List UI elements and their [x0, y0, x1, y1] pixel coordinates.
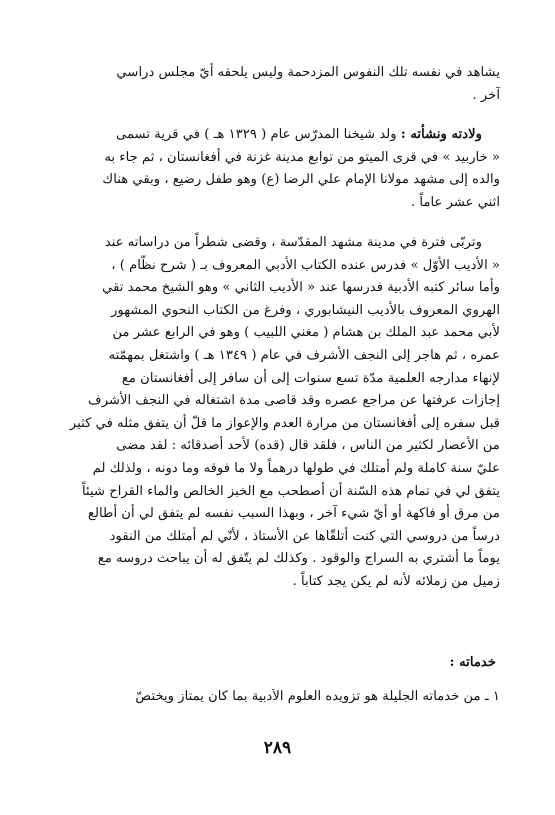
text-line: اثني عشر عاماً . [411, 194, 500, 210]
text-line: لإنهاء مدارجه العلمية مدّة تسع سنوات إلى أن سافر إلى أفغانستان مع [121, 370, 500, 386]
text-line: درساً من دروسي التي كنت أتلقّاها عن الأستاذ ، لأنّي لم أمتلك من النقود [109, 528, 500, 544]
paragraph-birth-upbringing [58, 124, 500, 214]
service-item-1: ١ ـ من خدماته الجليلة هو تزويده العلوم الأدبية بما كان يمتاز ويختصّ [135, 689, 500, 704]
text-line: لأبي محمد عبد الملك بن هشام ( مغني اللبيب ) وهو في الرابع عشر من [112, 325, 500, 341]
text-line: عمره ، ثم هاجر إلى النجف الأشرف في عام ( ١٣٤٩ هـ ) واشتغل بمهمّته [108, 347, 500, 363]
text-line: وتربّى فترة في مدينة مشهد المقدّسة ، وقضى شطراً من دراساته عند [104, 235, 482, 250]
text-line: يتفق لي في تمام هذه السّنة أن أصطحب مع الخبز الخالص والماء القراح شيئاً [81, 483, 500, 499]
paragraph-education [58, 232, 500, 594]
text-line: يشاهد في نفسه تلك النفوس المزدحمة وليس يلحقه أيّ مجلس دراسي [116, 65, 500, 80]
text-line: قبل سفره إلى أفغانستان من مرارة العدم والإعواز ما قلّ أن يتفق مثله في كثير [69, 415, 500, 431]
page-number: ٢٨٩ [263, 738, 292, 758]
text-line [58, 124, 500, 147]
text-line: « الأديب الأوّل » فدرس عنده الكتاب الأدبي المعروف بـ ( شرح نظّام ) ، [111, 257, 500, 273]
text-line: وأما سائر كتبه الأدبية فدرسها عند « الأديب الثاني » وهو الشيخ محمد تقي [102, 280, 500, 296]
text-line: إجازات عرفتها عن مراجع عصره وقد قاصى مدة اشتغاله في النجف الأشرف [88, 393, 500, 409]
text-line: من مرق أو فاكهة أو أيّ شيء آخر ، وبهذا السبب نفسه لم يتفق لي أن أطالع [87, 506, 500, 522]
section-heading-services: خدماته : [449, 655, 496, 670]
paragraph-continuation [58, 62, 500, 107]
text-line: الهروي المعروف بالأديب النيشابوري ، وفرغ من الكتاب النحوي المشهور [111, 302, 500, 318]
section-heading-birth: ولادته ونشأته : [400, 127, 482, 142]
text-line: عليّ سنة كاملة ولم أمتلك في طولها درهماً ولا ما فوقه وما دونه ، ولذلك لم [92, 460, 500, 476]
text-line: من الأعصار لكثير من الناس ، فلقد قال (قده) لأحد أصدقائه : لقد مضى [116, 438, 500, 454]
text-fragment: ولد شيخنا المدرّس عام ( ١٣٢٩ هـ ) في قرية تسمى [116, 127, 397, 142]
text-line: والده إلى مشهد مولانا الإمام علي الرضا (ع) وهو طفل رضيع ، وبقي هناك [102, 172, 500, 188]
text-line: « خاربيد » في قرى الميتو من توابع مدينة غزنة في أفغانستان ، ثم جاء به [104, 149, 500, 165]
text-line: آخر . [472, 87, 500, 103]
text-line: زميل من زملائه لأنه لم يكن يجد كتاباً . [292, 573, 500, 589]
text-line: يوماً ما أشتري به السراج والوقود . وكذلك لم يتّفق له أن يباحث دروسه مع [97, 551, 500, 567]
